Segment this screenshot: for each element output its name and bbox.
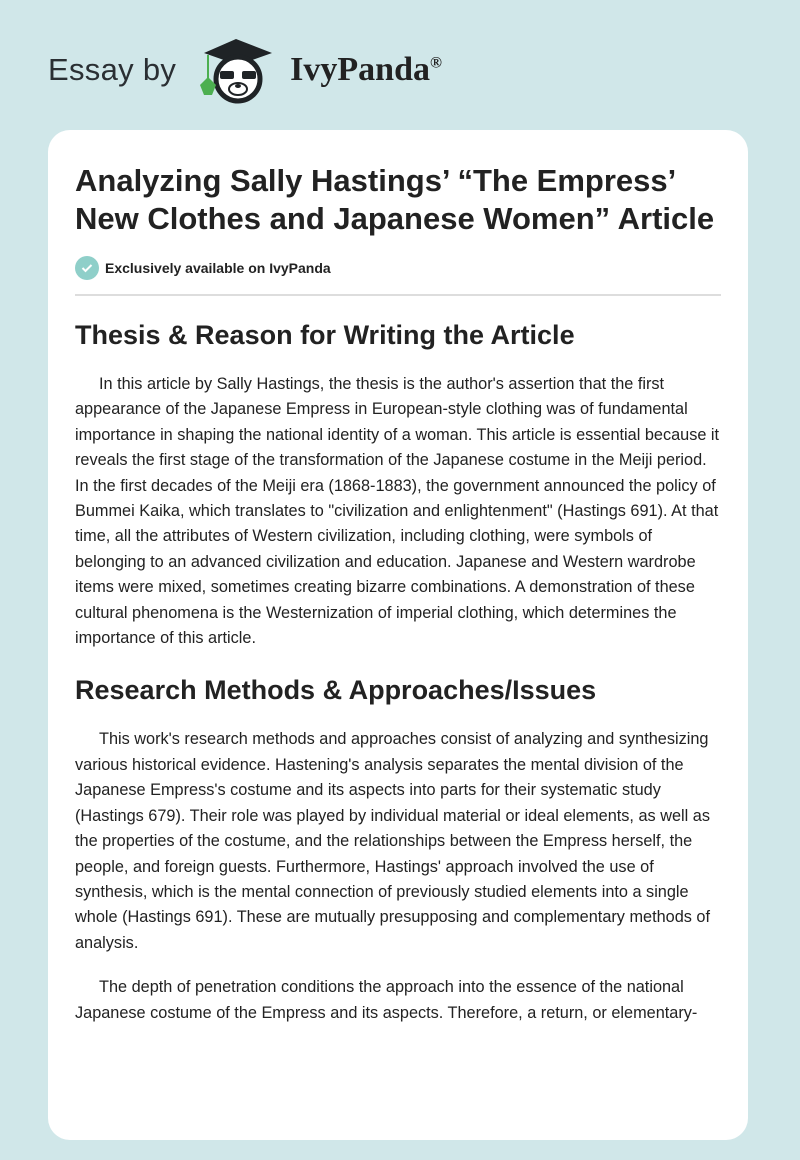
brand-name: IvyPanda® [290, 51, 442, 88]
paragraph: In this article by Sally Hastings, the thesis is the author's assertion that the first appearance of the Japanese Empress in European-style clothing was of fundamental importance in shaping the national identity of a woman. This article is essential because it reveals the first stage of the transformation of the Japanese costume in the Meiji period. In the first decades of the Meiji era (1868-1883), the government announced the policy of Bummei Kaika, which translates to "civilization and enlightenment" (Hastings 691). At that time, all the attributes of Western civilization, including clothing, were symbols of belonging to an advanced civilization and education. Japanese and Western wardrobe items were mixed, sometimes creating bizarre combinations. A demonstration of these cultural phenomena is the Westernization of imperial clothing, which determines the importance of this article. [75, 375, 720, 648]
paragraph: The depth of penetration conditions the approach into the essence of the national Japanese costume of the Empress and its aspects. Therefore, a return, or elementary- [75, 978, 698, 1022]
check-circle-icon [75, 256, 99, 280]
divider [75, 294, 721, 296]
section-heading: Thesis & Reason for Writing the Article [75, 320, 575, 350]
site-header [48, 30, 442, 110]
article-title: Analyzing Sally Hastings’ “The Empress’ New Clothes and Japanese Women” Article [75, 163, 715, 236]
article-card [48, 130, 748, 1140]
exclusive-badge [75, 256, 721, 280]
ivypanda-logo-icon[interactable] [194, 35, 284, 105]
paragraph: This work's research methods and approaches consist of analyzing and synthesizing various historical evidence. Hastening's analysis separates the mental division of the Japanese Empress's costume and its aspects into parts for their systematic study (Hastings 679). Their role was played by individual material or ideal elements, as well as the properties of the costume, and the relationships between the Empress herself, the people, and foreign guests. Furthermore, Hastings' approach involved the use of synthesis, which is the mental connection of previously studied elements into a single whole (Hastings 691). These are mutually presupposing and complementary methods of analysis. [75, 730, 711, 952]
section-heading: Research Methods & Approaches/Issues [75, 675, 597, 706]
badge-label: Exclusively available on IvyPanda [105, 260, 331, 276]
essay-by-label: Essay by [48, 52, 177, 87]
